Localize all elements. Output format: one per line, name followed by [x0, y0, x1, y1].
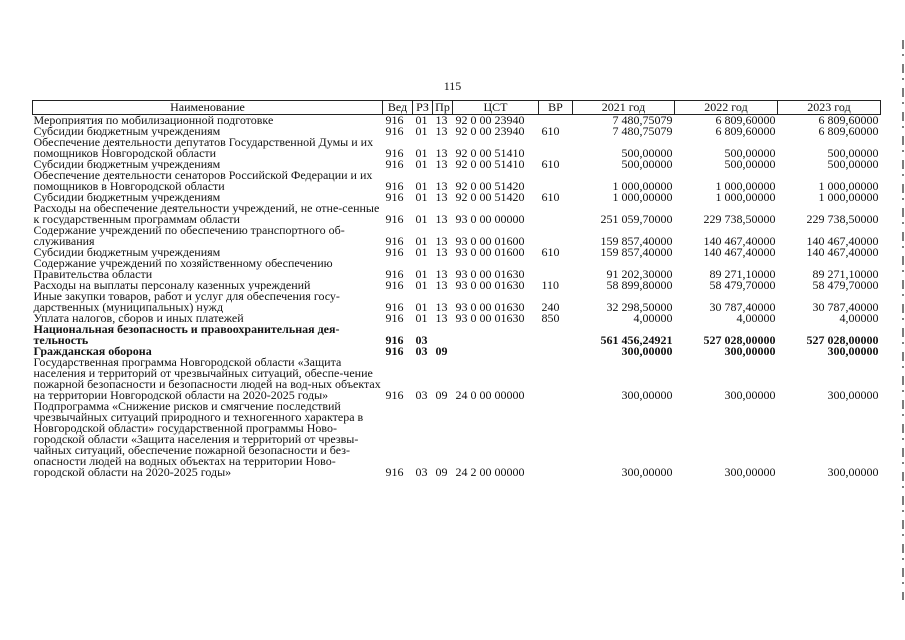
row-pr: 09 — [435, 346, 448, 357]
row-rz: 01 — [415, 247, 428, 258]
table-row — [33, 225, 881, 247]
row-name: Расходы на выплаты персоналу казенных учреждений — [33, 280, 311, 291]
row-vr: 610 — [541, 159, 560, 170]
row-2021: 561 456,24921 — [600, 333, 673, 346]
row-name: Субсидии бюджетным учреждениям — [33, 159, 221, 170]
table-row — [33, 126, 881, 137]
row-name: Обеспечение деятельности сенаторов Российской Федерации и их помощников в Новгородской области — [33, 170, 373, 192]
table-row — [33, 258, 881, 280]
row-ved: 916 — [385, 126, 404, 137]
row-2022: 140 467,40000 — [703, 234, 776, 247]
row-rz: 03 — [415, 465, 428, 478]
row-2021: 32 298,50000 — [606, 300, 673, 313]
row-rz: 03 — [415, 346, 428, 357]
row-rz: 01 — [415, 179, 428, 192]
row-2022: 4,00000 — [736, 313, 776, 324]
row-2022: 500,00000 — [724, 146, 776, 159]
row-2022: 6 809,60000 — [715, 114, 776, 126]
row-pr: 09 — [435, 388, 448, 401]
row-2021: 7 480,75079 — [612, 126, 673, 137]
row-cst: 92 0 00 51420 — [455, 192, 525, 203]
row-2021: 300,00000 — [621, 346, 673, 357]
row-ved: 916 — [385, 313, 404, 324]
row-name: Расходы на обеспечение деятельности учреждений, не отне-сенные к государственным программам области — [33, 203, 380, 225]
row-ved: 916 — [385, 388, 404, 401]
row-name: Гражданская оборона — [33, 346, 152, 357]
row-cst — [453, 346, 539, 357]
header-2021: 2021 год — [573, 101, 675, 115]
row-ved: 916 — [385, 192, 404, 203]
row-vr — [539, 203, 573, 225]
table-row — [33, 401, 881, 478]
row-pr: 13 — [435, 234, 448, 247]
row-name: Мероприятия по мобилизационной подготовке — [33, 114, 274, 126]
header-name: Наименование — [33, 101, 383, 115]
row-2022: 527 028,00000 — [703, 333, 776, 346]
row-cst: 92 0 00 51410 — [455, 159, 525, 170]
row-rz: 01 — [415, 114, 428, 126]
table-row — [33, 346, 881, 357]
row-name: Субсидии бюджетным учреждениям — [33, 192, 221, 203]
row-2023: 300,00000 — [827, 465, 879, 478]
row-2022: 1 000,00000 — [715, 192, 776, 203]
row-rz: 01 — [415, 192, 428, 203]
row-pr: 13 — [435, 179, 448, 192]
row-rz: 01 — [415, 146, 428, 159]
scan-edge — [902, 40, 904, 600]
row-2023: 4,00000 — [839, 313, 879, 324]
row-pr: 13 — [435, 192, 448, 203]
row-pr: 13 — [435, 114, 448, 126]
row-2022: 89 271,10000 — [709, 267, 776, 280]
row-name: Национальная безопасность и правоохранительная дея-тельность — [33, 324, 340, 346]
row-pr: 13 — [435, 212, 448, 225]
row-cst: 24 0 00 00000 — [455, 388, 525, 401]
row-ved: 916 — [385, 300, 404, 313]
row-2021: 58 899,80000 — [606, 280, 673, 291]
row-name: Содержание учреждений по обеспечению транспортного об-служивания — [33, 225, 345, 247]
table-row — [33, 159, 881, 170]
row-name: Обеспечение деятельности депутатов Государственной Думы и их помощников Новгородской области — [33, 137, 374, 159]
table-row — [33, 137, 881, 159]
row-pr: 13 — [435, 280, 448, 291]
row-name: Государственная программа Новгородской области «Защита населения и территорий от чрезвычайных ситуаций, обеспе-чение пожарной безопасности и безопасности людей на вод-ных объектах на территории Новгородской области на 2020-2025 годы» — [33, 357, 381, 401]
row-2023: 140 467,40000 — [806, 234, 879, 247]
row-cst: 93 0 00 01630 — [455, 267, 525, 280]
row-pr: 13 — [435, 247, 448, 258]
row-rz: 01 — [415, 313, 428, 324]
row-2023: 300,00000 — [827, 388, 879, 401]
row-2021: 500,00000 — [621, 159, 673, 170]
row-cst: 93 0 00 01630 — [455, 300, 525, 313]
row-vr — [539, 258, 573, 280]
row-ved: 916 — [385, 159, 404, 170]
row-cst: 93 0 00 01600 — [455, 247, 525, 258]
row-name: Субсидии бюджетным учреждениям — [33, 126, 221, 137]
row-rz: 01 — [415, 126, 428, 137]
row-cst: 93 0 00 00000 — [455, 212, 525, 225]
row-vr: 240 — [541, 300, 560, 313]
row-pr: 13 — [435, 159, 448, 170]
row-ved: 916 — [385, 146, 404, 159]
row-cst: 93 0 00 01600 — [455, 234, 525, 247]
row-rz: 01 — [415, 159, 428, 170]
row-ved: 916 — [385, 212, 404, 225]
header-2023: 2023 год — [778, 101, 881, 115]
row-2023: 58 479,70000 — [812, 280, 879, 291]
row-vr: 610 — [541, 247, 560, 258]
row-2021: 500,00000 — [621, 146, 673, 159]
row-name: Содержание учреждений по хозяйственному обеспечению Правительства области — [33, 258, 333, 280]
row-vr — [539, 170, 573, 192]
row-ved: 916 — [385, 346, 404, 357]
row-ved: 916 — [385, 247, 404, 258]
table-row — [33, 324, 881, 346]
row-2021: 300,00000 — [621, 465, 673, 478]
row-vr — [539, 346, 573, 357]
row-2023: 89 271,10000 — [812, 267, 879, 280]
row-ved: 916 — [385, 333, 404, 346]
table-row — [33, 170, 881, 192]
row-pr: 13 — [435, 126, 448, 137]
row-2022: 300,00000 — [724, 388, 776, 401]
row-cst: 24 2 00 00000 — [455, 465, 525, 478]
row-vr — [539, 357, 573, 401]
header-2022: 2022 год — [675, 101, 778, 115]
row-cst: 93 0 00 01630 — [455, 280, 525, 291]
row-2021: 4,00000 — [633, 313, 673, 324]
row-2023: 6 809,60000 — [818, 126, 879, 137]
row-vr — [539, 401, 573, 478]
row-cst: 92 0 00 51420 — [455, 179, 525, 192]
row-pr: 13 — [435, 146, 448, 159]
row-vr — [539, 324, 573, 346]
row-rz: 01 — [415, 280, 428, 291]
table-row — [33, 203, 881, 225]
row-2021: 91 202,30000 — [606, 267, 673, 280]
row-2023: 1 000,00000 — [818, 192, 879, 203]
row-vr — [539, 137, 573, 159]
table-row — [33, 192, 881, 203]
header-pr: Пр — [433, 101, 453, 115]
row-vr — [539, 225, 573, 247]
row-pr: 09 — [435, 465, 448, 478]
row-ved: 916 — [385, 465, 404, 478]
row-ved: 916 — [385, 179, 404, 192]
row-2023: 527 028,00000 — [806, 333, 879, 346]
row-2021: 159 857,40000 — [600, 234, 673, 247]
row-2023: 6 809,60000 — [818, 114, 879, 126]
row-2021: 1 000,00000 — [612, 192, 673, 203]
row-2021: 300,00000 — [621, 388, 673, 401]
row-pr: 13 — [435, 313, 448, 324]
header-cst: ЦСТ — [453, 101, 539, 115]
row-2022: 6 809,60000 — [715, 126, 776, 137]
row-2022: 58 479,70000 — [709, 280, 776, 291]
table-row — [33, 291, 881, 313]
row-name: Подпрограмма «Снижение рисков и смягчение последствий чрезвычайных ситуаций природного и техногенного характера в Новгородской области» государственной программы Ново-городской области «Защита населения и территорий от чрезвы-чайных ситуаций, обеспечение пожарной безопасности и без-опасности людей на водных объектах на территории Ново-городской области на 2020-2025 годы» — [33, 401, 364, 478]
page-number: 115 — [443, 79, 462, 93]
table-row — [33, 357, 881, 401]
row-2022: 30 787,40000 — [709, 300, 776, 313]
row-vr: 610 — [541, 192, 560, 203]
row-2021: 1 000,00000 — [612, 179, 673, 192]
row-pr — [433, 324, 453, 346]
row-ved: 916 — [385, 267, 404, 280]
header-row — [33, 101, 881, 115]
row-2022: 500,00000 — [724, 159, 776, 170]
row-2023: 500,00000 — [827, 146, 879, 159]
row-vr — [539, 115, 573, 127]
row-2022: 140 467,40000 — [703, 247, 776, 258]
row-name: Иные закупки товаров, работ и услуг для обеспечения госу-дарственных (муниципальных) нужд — [33, 291, 340, 313]
row-cst: 93 0 00 01630 — [455, 313, 525, 324]
budget-table — [32, 100, 881, 478]
row-rz: 03 — [415, 388, 428, 401]
row-2023: 500,00000 — [827, 159, 879, 170]
row-2023: 229 738,50000 — [806, 212, 879, 225]
row-2023: 30 787,40000 — [812, 300, 879, 313]
row-ved: 916 — [385, 114, 404, 126]
row-2023: 140 467,40000 — [806, 247, 879, 258]
row-name: Уплата налогов, сборов и иных платежей — [33, 313, 244, 324]
row-cst: 92 0 00 23940 — [455, 114, 525, 126]
row-vr: 110 — [541, 280, 560, 291]
table-row — [33, 313, 881, 324]
row-2022: 1 000,00000 — [715, 179, 776, 192]
row-rz: 03 — [415, 333, 428, 346]
row-rz: 01 — [415, 212, 428, 225]
row-vr: 850 — [541, 313, 560, 324]
row-ved: 916 — [385, 280, 404, 291]
row-cst: 92 0 00 51410 — [455, 146, 525, 159]
table-row — [33, 115, 881, 127]
header-ved: Вед — [383, 101, 413, 115]
header-vr: ВР — [539, 101, 573, 115]
row-2022: 300,00000 — [724, 346, 776, 357]
row-pr: 13 — [435, 300, 448, 313]
row-2022: 300,00000 — [724, 465, 776, 478]
header-rz: РЗ — [413, 101, 433, 115]
row-rz: 01 — [415, 267, 428, 280]
row-name: Субсидии бюджетным учреждениям — [33, 247, 221, 258]
table-row — [33, 247, 881, 258]
row-cst — [453, 324, 539, 346]
row-pr: 13 — [435, 267, 448, 280]
row-2022: 229 738,50000 — [703, 212, 776, 225]
table-row — [33, 280, 881, 291]
row-rz: 01 — [415, 234, 428, 247]
row-ved: 916 — [385, 234, 404, 247]
row-rz: 01 — [415, 300, 428, 313]
row-vr: 610 — [541, 126, 560, 137]
row-2021: 7 480,75079 — [612, 114, 673, 126]
row-2021: 159 857,40000 — [600, 247, 673, 258]
row-cst: 92 0 00 23940 — [455, 126, 525, 137]
row-2023: 1 000,00000 — [818, 179, 879, 192]
row-2023: 300,00000 — [827, 346, 879, 357]
row-2021: 251 059,70000 — [600, 212, 673, 225]
